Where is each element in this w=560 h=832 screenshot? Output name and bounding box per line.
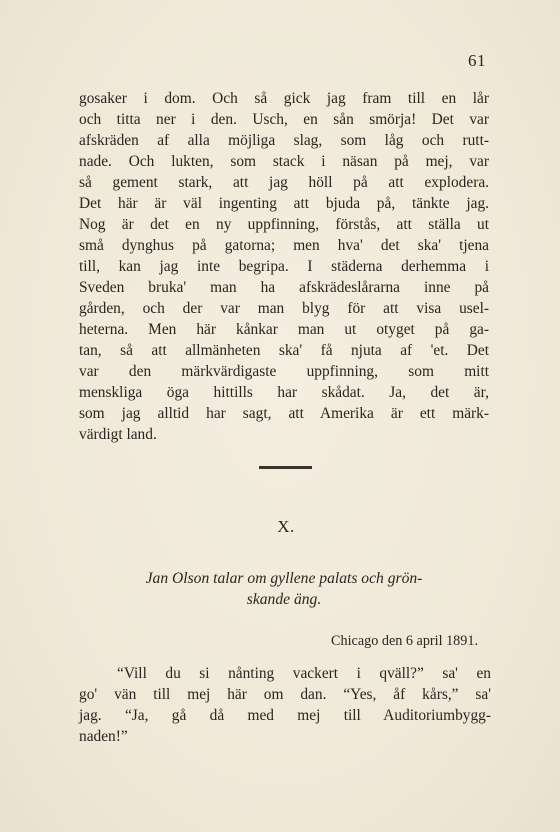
text-line: Nog är det en ny uppfinning, förstås, att ställa ut [79,216,489,233]
chapter-subtitle [79,568,489,610]
page-number: 61 [468,51,486,70]
text-line: naden!” [79,728,128,745]
text-line: gården, och der var man blyg för att visa usel- [79,300,489,317]
text-line: som jag alltid har sagt, att Amerika är ett märk- [79,405,489,422]
paragraph-opening [79,663,491,747]
text-line: värdigt land. [79,426,157,443]
text-line: gosaker i dom. Och så gick jag fram till en lår [79,90,489,107]
text-line: små dynghus på gatorna; men hva' det ska' tjena [79,237,489,254]
dateline: Chicago den 6 april 1891. [331,633,478,649]
text-line: “Vill du si nånting vackert i qväll?” sa' en [117,665,491,682]
paragraph-continued [79,88,489,445]
text-line: jag. “Ja, gå då med mej till Auditoriumbygg- [79,707,491,724]
text-line: Det här är väl ingenting att bjuda på, tänkte jag. [79,195,489,212]
chapter-heading: X. [277,517,295,536]
subtitle-line: skande äng. [246,591,322,608]
text-line: menskliga öga hittills har skådat. Ja, det är, [79,384,489,401]
section-divider [259,466,312,469]
text-line: var den märkvärdigaste uppfinning, som mitt [79,363,489,380]
text-line: tan, så att allmänheten ska' få njuta af 'et. Det [79,342,489,359]
text-line: till, kan jag inte begripa. I städerna derhemma i [79,258,489,275]
text-line: Sveden bruka' man ha afskrädeslårarna inne på [79,279,489,296]
text-line: och titta ner i den. Usch, en sån smörja! Det var [79,111,489,128]
text-line: afskräden af alla möjliga slag, som låg och rutt- [79,132,489,149]
text-line: go' vän till mej här om dan. “Yes, åf kårs,” sa' [79,686,491,703]
text-line: så gement stark, att jag höll på att explodera. [79,174,489,191]
text-line: heterna. Men här kånkar man ut otyget på ga- [79,321,489,338]
subtitle-line: Jan Olson talar om gyllene palats och grön- [145,570,423,587]
text-line: nade. Och lukten, som stack i näsan på mej, var [79,153,489,170]
